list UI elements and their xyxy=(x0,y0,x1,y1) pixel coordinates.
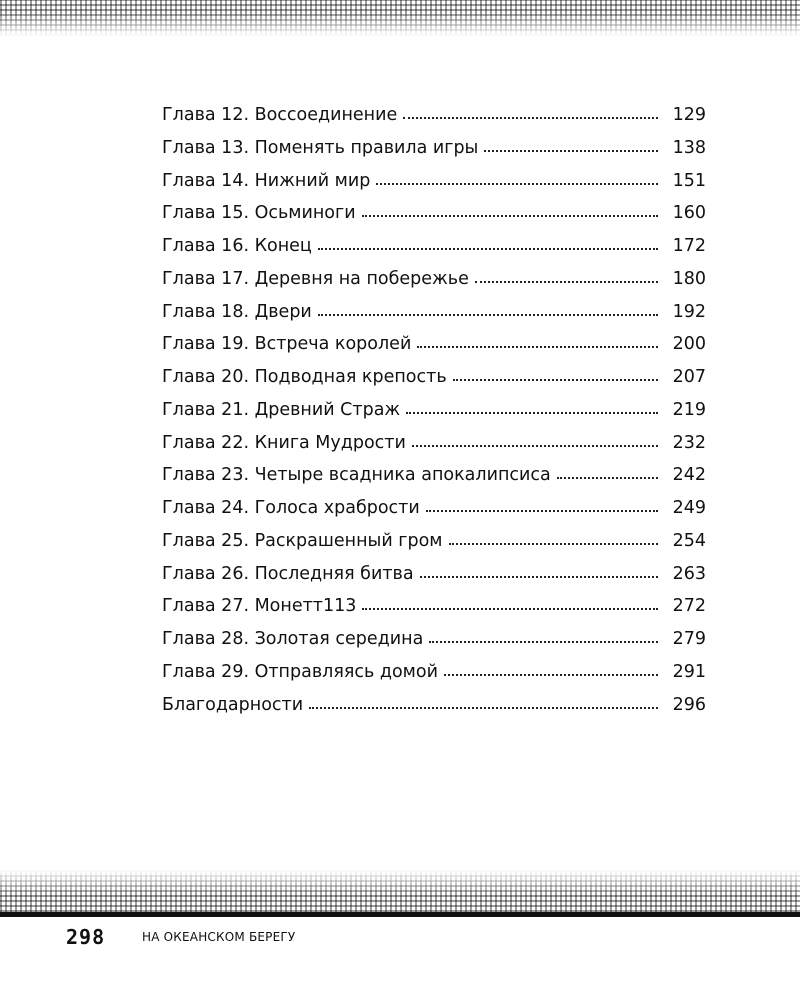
toc-entry-page: 138 xyxy=(672,137,706,158)
toc-entry-title: Глава 24. Голоса храбрости xyxy=(162,498,420,518)
toc-entry xyxy=(162,132,706,165)
page-number: 298 xyxy=(66,925,106,949)
dot-leader xyxy=(426,506,658,512)
toc-entry-page: 296 xyxy=(672,694,706,715)
toc-entry-page: 272 xyxy=(672,596,706,617)
toc-entry-page: 219 xyxy=(672,399,706,420)
dot-leader xyxy=(453,375,658,381)
toc-entry-title: Глава 14. Нижний мир xyxy=(162,170,371,191)
toc-entry-title: Глава 12. Воссоединение xyxy=(162,105,398,125)
table-of-contents xyxy=(162,99,706,721)
dot-leader xyxy=(475,277,658,283)
dot-leader xyxy=(412,441,658,447)
toc-entry xyxy=(162,99,706,132)
toc-entry xyxy=(162,427,706,460)
dot-leader xyxy=(406,408,658,414)
dot-leader xyxy=(444,670,658,676)
footer-rule xyxy=(0,912,800,917)
dot-leader xyxy=(449,539,658,545)
toc-entry-page: 249 xyxy=(672,498,706,518)
toc-entry-page: 279 xyxy=(672,629,706,649)
dot-leader xyxy=(376,179,658,185)
toc-entry xyxy=(162,328,706,361)
toc-entry-title: Глава 16. Конец xyxy=(162,236,312,256)
toc-entry-page: 180 xyxy=(672,268,706,289)
toc-entry-page: 192 xyxy=(672,301,706,322)
dot-leader xyxy=(420,572,658,578)
toc-entry-title: Глава 25. Раскрашенный гром xyxy=(162,530,443,551)
toc-entry-title: Глава 29. Отправляясь домой xyxy=(162,661,438,682)
toc-entry-title: Глава 28. Золотая середина xyxy=(162,629,424,649)
dot-leader xyxy=(484,146,658,152)
dot-leader xyxy=(429,637,658,643)
toc-entry xyxy=(162,492,706,525)
toc-entry-page: 129 xyxy=(672,105,706,125)
toc-entry-page: 232 xyxy=(672,432,706,453)
dot-leader xyxy=(318,310,658,316)
toc-entry xyxy=(162,197,706,230)
bottom-pixel-border xyxy=(0,870,800,912)
dot-leader xyxy=(362,604,658,610)
dot-leader xyxy=(318,244,658,250)
dot-leader xyxy=(417,342,658,348)
toc-entry xyxy=(162,459,706,492)
toc-entry xyxy=(162,623,706,656)
toc-entry-title: Благодарности xyxy=(162,694,304,715)
dot-leader xyxy=(309,703,658,709)
toc-entry xyxy=(162,590,706,623)
toc-entry-title: Глава 17. Деревня на побережье xyxy=(162,268,469,289)
toc-entry-title: Глава 23. Четыре всадника апокалипсиса xyxy=(162,465,551,486)
toc-entry xyxy=(162,558,706,591)
toc-entry xyxy=(162,525,706,558)
toc-entry-title: Глава 26. Последняя битва xyxy=(162,563,414,584)
toc-entry-page: 172 xyxy=(672,236,706,256)
dot-leader xyxy=(362,211,658,217)
toc-entry xyxy=(162,689,706,722)
toc-entry-title: Глава 18. Двери xyxy=(162,301,312,322)
toc-entry-page: 263 xyxy=(672,563,706,584)
toc-entry-title: Глава 27. Монетт113 xyxy=(162,596,357,617)
toc-entry xyxy=(162,263,706,296)
dot-leader xyxy=(557,473,658,479)
toc-entry-title: Глава 15. Осьминоги xyxy=(162,203,356,224)
running-title: НА ОКЕАНСКОМ БЕРЕГУ xyxy=(142,930,296,944)
toc-entry xyxy=(162,394,706,427)
top-pixel-border xyxy=(0,0,800,36)
toc-entry xyxy=(162,165,706,198)
dot-leader xyxy=(403,113,658,119)
toc-entry-page: 207 xyxy=(672,367,706,387)
toc-entry-page: 160 xyxy=(672,203,706,224)
toc-entry-title: Глава 19. Встреча королей xyxy=(162,334,412,355)
toc-entry xyxy=(162,361,706,394)
toc-entry-page: 291 xyxy=(672,661,706,682)
toc-entry-title: Глава 13. Поменять правила игры xyxy=(162,137,479,158)
toc-entry-title: Глава 22. Книга Мудрости xyxy=(162,432,406,453)
toc-entry xyxy=(162,296,706,329)
toc-entry-page: 254 xyxy=(672,530,706,551)
toc-entry-page: 200 xyxy=(672,334,706,355)
toc-entry-page: 151 xyxy=(672,170,706,191)
toc-entry-page: 242 xyxy=(672,465,706,486)
toc-entry xyxy=(162,230,706,263)
toc-entry xyxy=(162,656,706,689)
toc-entry-title: Глава 21. Древний Страж xyxy=(162,399,401,420)
toc-entry-title: Глава 20. Подводная крепость xyxy=(162,367,447,387)
